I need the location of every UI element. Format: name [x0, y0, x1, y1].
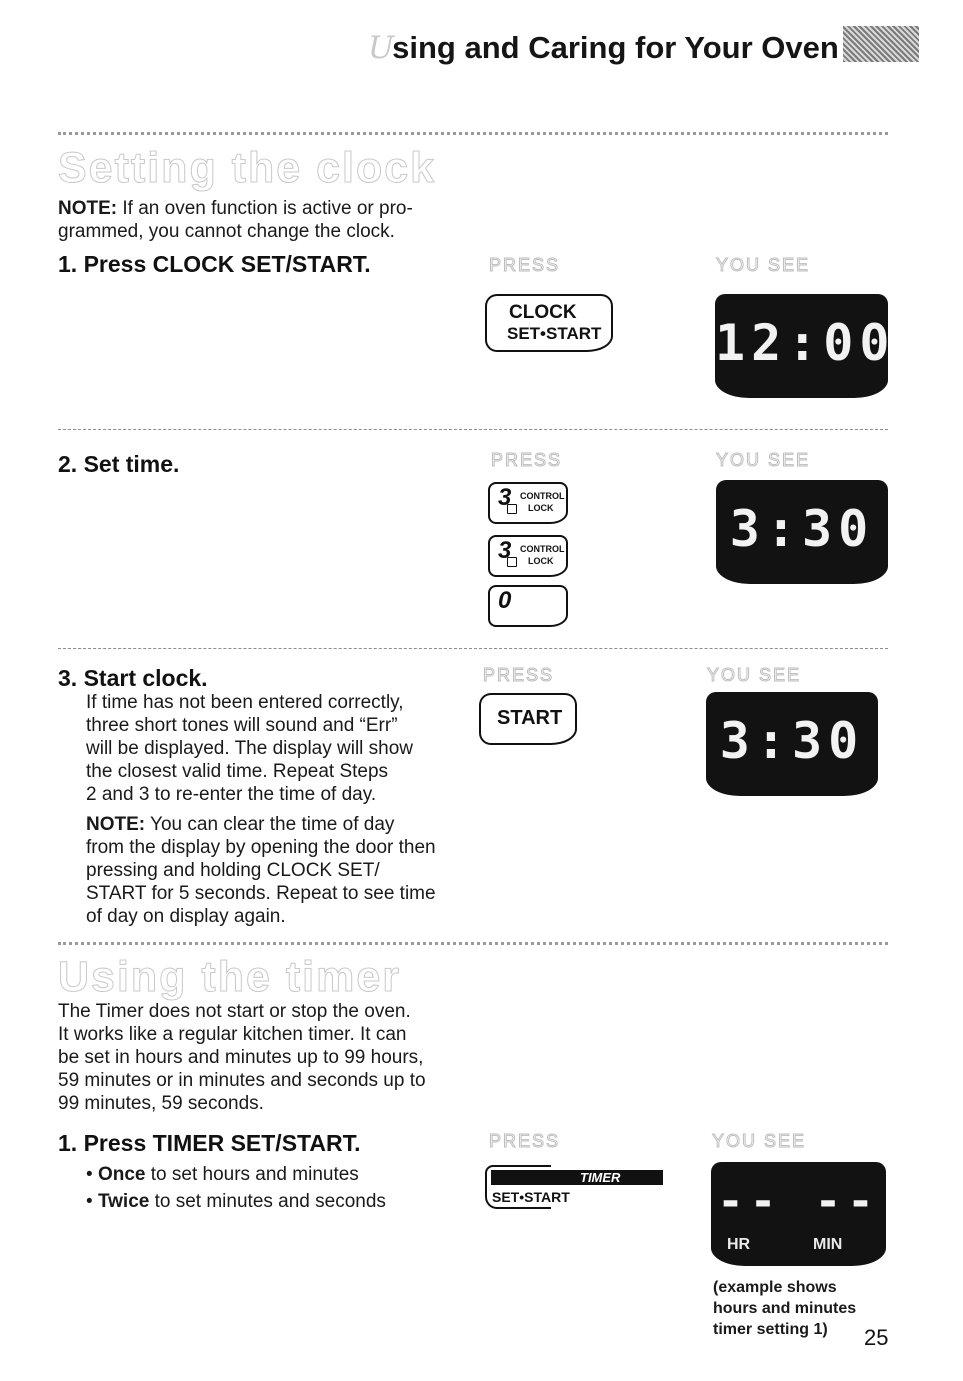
list-item: • Once to set hours and minutes	[86, 1164, 359, 1185]
clock-note: NOTE: If an oven function is active or pro- grammed, you cannot change the clock.	[58, 198, 413, 242]
timer-step1-title: 1. Press TIMER SET/START.	[58, 1130, 361, 1156]
set-time-display: 3:30	[716, 480, 888, 584]
timer-options-list	[86, 1161, 466, 1215]
number-3-control-lock-key: 3 CONTROL LOCK	[488, 482, 568, 524]
page-title: Using and Caring for Your Oven	[368, 30, 839, 66]
you-see-label: YOU SEE	[716, 255, 811, 275]
number-3-control-lock-key: 3 CONTROL LOCK	[488, 535, 568, 577]
press-label: PRESS	[489, 255, 561, 275]
section-divider	[58, 942, 888, 945]
number-0-key: 0	[488, 585, 568, 627]
timer-set-start-key: TIMER SET•START	[485, 1162, 663, 1212]
step-divider	[58, 429, 888, 430]
press-label: PRESS	[489, 1131, 561, 1151]
start-clock-display: 3:30	[706, 692, 878, 796]
section-title-clock: Setting the clock	[58, 144, 437, 192]
example-caption: (example shows hours and minutes timer setting 1)	[713, 1279, 857, 1338]
clock-display: 12:00	[715, 294, 888, 398]
press-label: PRESS	[483, 665, 555, 685]
step1-title: 1. Press CLOCK SET/START.	[58, 251, 371, 277]
timer-display: -- -- HR MIN	[711, 1162, 886, 1266]
list-item: • Twice to set minutes and seconds	[86, 1191, 386, 1212]
section-title-timer: Using the timer	[58, 953, 401, 1001]
header-pattern-block	[843, 26, 919, 62]
lock-icon	[507, 557, 517, 567]
press-label: PRESS	[491, 450, 563, 470]
page-number: 25	[864, 1325, 889, 1350]
start-key: START	[479, 693, 577, 745]
lock-icon	[507, 504, 517, 514]
clock-set-start-key: CLOCK SET•START	[485, 294, 613, 352]
you-see-label: YOU SEE	[716, 450, 811, 470]
timer-intro: The Timer does not start or stop the oven. It works like a regular kitchen timer. It can be set in hours and minutes up to 99 hours, 59 minutes or in minutes and seconds up to 99 minutes, 59 seconds.	[58, 1001, 426, 1114]
you-see-label: YOU SEE	[707, 665, 802, 685]
step3-description: If time has not been entered correctly, three short tones will sound and “Err” will be displayed. The display will show the closest valid time. Repeat Steps 2 and 3 to re-enter the time of day.	[86, 692, 414, 805]
you-see-label: YOU SEE	[712, 1131, 807, 1151]
step-divider	[58, 648, 888, 649]
step2-title: 2. Set time.	[58, 451, 180, 477]
section-divider	[58, 132, 888, 135]
step3-title: 3. Start clock.	[58, 665, 208, 691]
step3-note: NOTE: You can clear the time of day from the display by opening the door then pressing and holding CLOCK SET/ START for 5 seconds. Repeat to see time of day on display again.	[86, 814, 436, 927]
